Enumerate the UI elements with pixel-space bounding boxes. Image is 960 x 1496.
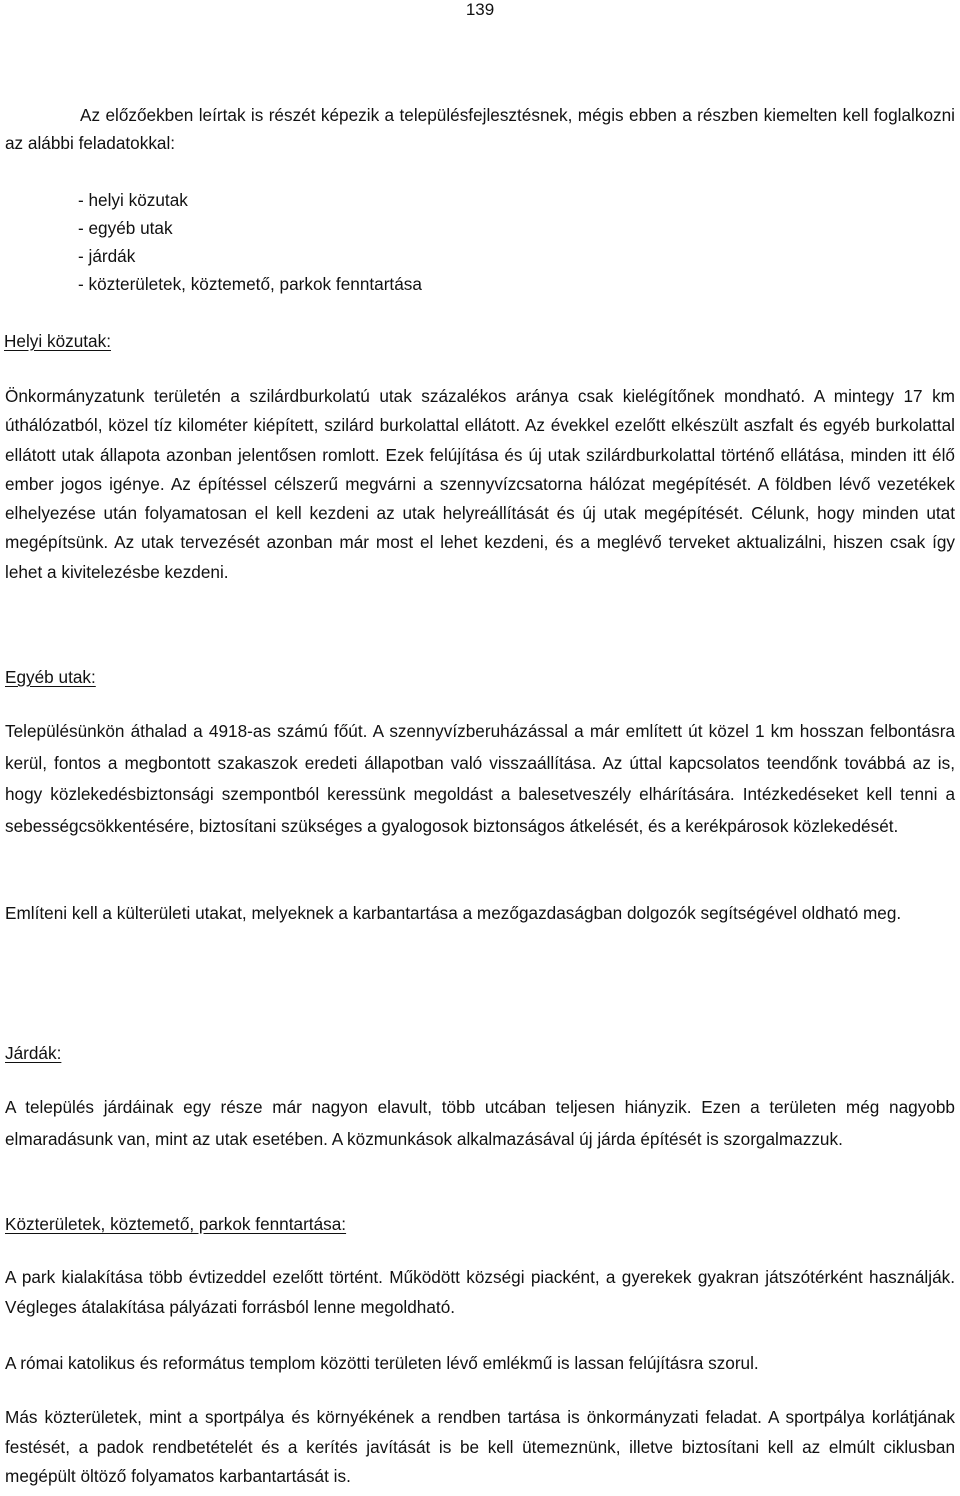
intro-paragraph: Az előzőekben leírtak is részét képezik a településfejlesztésnek, mégis ebben a részben kiemelten kell foglalkozni az alábbi feladatokkal: [5,105,955,153]
sidewalks-paragraph: A település járdáinak egy része már nagyon elavult, több utcában teljesen hiányzik. Ezen a területen még nagyobb elmaradásunk van, mint az utak esetében. A közmunkások alkalmazásával új járda építését is szorgalmazzuk. [5,1097,955,1149]
list-item: - helyi közutak [78,190,188,210]
section-heading-sidewalks: Járdák: [5,1043,62,1063]
list-item: - járdák [78,246,136,266]
page-number: 139 [465,0,495,19]
list-item: - közterületek, köztemető, parkok fenntartása [78,274,422,294]
public-areas-paragraph: A park kialakítása több évtizeddel ezelőtt történt. Működött községi piacként, a gyerekek gyakran játszótérként használják. Végleges átalakítása pályázati forrásból lenne megoldható. [5,1267,955,1317]
list-item: - egyéb utak [78,218,173,238]
other-roads-paragraph: Településünkön áthalad a 4918-as számú főút. A szennyvízberuházással a már említett út közel 1 km hosszan felbontásra kerül, fontos a megbontott szakaszok eredeti állapotban való visszaállítása. Az úttal kapcsolatos teendőnk továbbá az is, hogy közlekedésbiztonsági szempontból keressünk megoldást a balesetveszély elhárítására. Intézkedéseket kell tenni a sebességcsökkentésére, biztosítani szükséges a gyalogosok biztonságos átkelését, és a kerékpárosok közlekedését. [5,721,955,836]
other-roads-paragraph: Említeni kell a külterületi utakat, melyeknek a karbantartása a mezőgazdaságban dolgozók segítségével oldható meg. [5,903,902,923]
local-roads-paragraph: Önkormányzatunk területén a szilárdburkolatú utak százalékos aránya csak kielégítőnek mondható. A mintegy 17 km úthálózatból, közel tíz kilométer kiépített, szilárd burkolattal ellátott. Az évekkel ezelőtt elkészült aszfalt és egyéb burkolattal ellátott utak állapota azonban jelentősen romlott. Ezek felújítása és új utak szilárdburkolattal történő ellátása, minden itt élő ember jogos igénye. Az építéssel célszerű megvárni a szennyvízcsatorna hálózat megépítését. A földben lévő vezetékek elhelyezése után folyamatosan el kell kezdeni az utak helyreállítását és új utak megépítését. Célunk, hogy minden utat megépítsünk. Az utak tervezését azonban már most el lehet kezdeni, és a meglévő terveket aktualizálni, hiszen csak így lehet a kivitelezésbe kezdeni. [5,386,955,582]
section-heading-public-areas: Közterületek, köztemető, parkok fenntartása: [5,1214,347,1234]
task-list [78,186,422,298]
public-areas-paragraph: A római katolikus és református templom közötti területen lévő emlékmű is lassan felújításra szorul. [5,1353,759,1373]
public-areas-paragraph: Más közterületek, mint a sportpálya és környékének a rendben tartása is önkormányzati feladat. A sportpálya korlátjának festését, a padok rendbetételét és a kerítés javítását is be kell ütemeznünk, illetve biztosítani kell az elmúlt ciklusban megépült öltöző folyamatos karbantartását is. [5,1407,955,1486]
section-heading-other-roads: Egyéb utak: [5,667,96,687]
section-heading-local-roads: Helyi közutak: [4,331,111,351]
